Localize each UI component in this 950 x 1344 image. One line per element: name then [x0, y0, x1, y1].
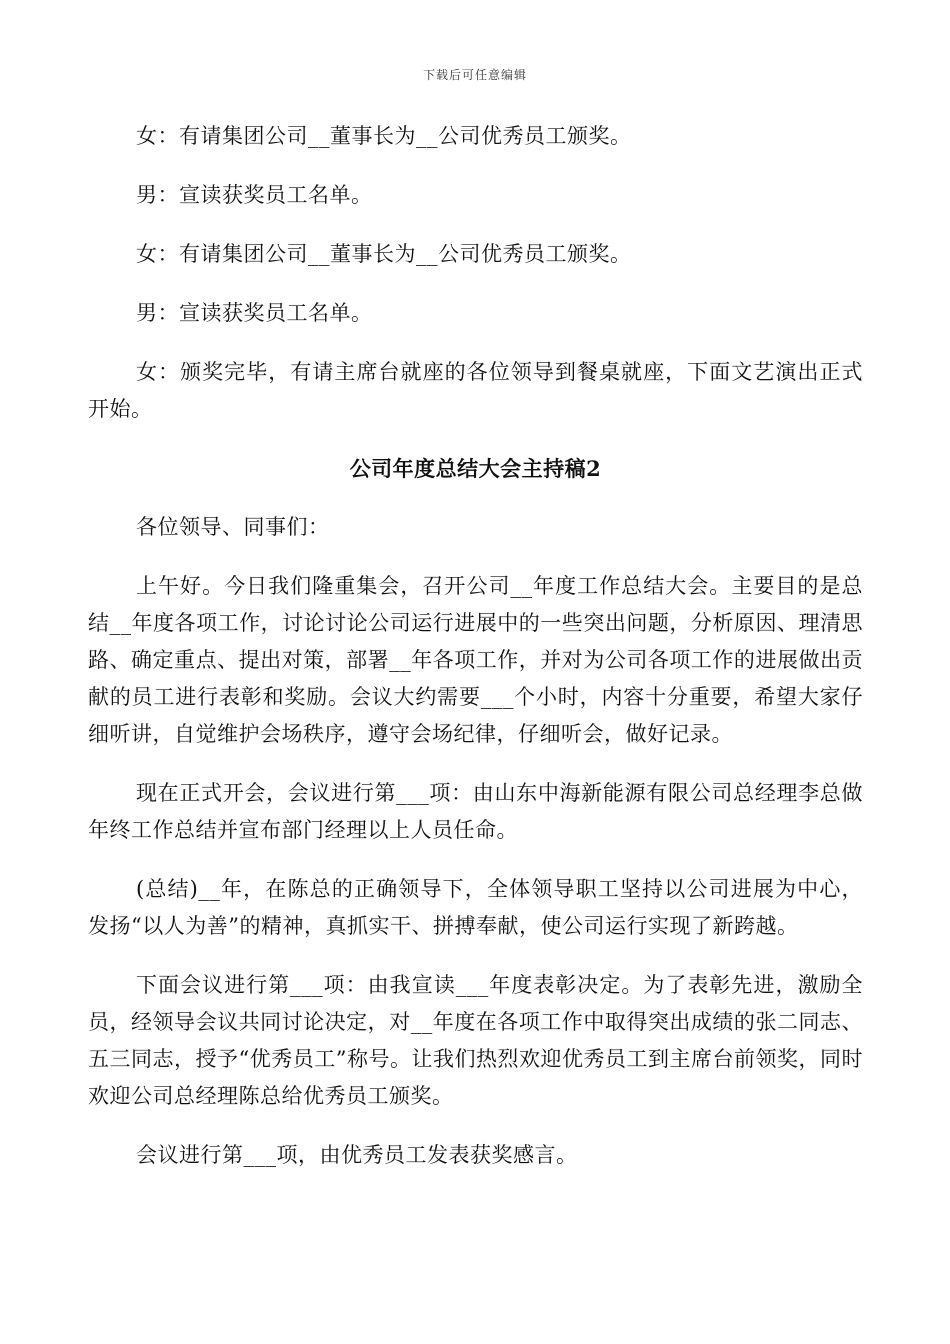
section-title: 公司年度总结大会主持稿2 — [349, 456, 602, 481]
paragraph-opening: 上午好。今日我们隆重集会，召开公司__年度工作总结大会。主要目的是总结__年度各项工作，讨论讨论公司运行进展中的一些突出问题，分析原因、理清思路、确定重点、提出对策，部署__年各项工作，并对为公司各项工作的进展做出贡献的员工进行表彰和奖励。会议大约需要___个小时，内容十分重要，希望大家仔细听讲，自觉维护会场秩序，遵守会场纪律，仔细听会，做好记录。 — [88, 574, 863, 746]
paragraph-greeting: 各位领导、同事们： — [136, 515, 330, 539]
paragraph-female-award-1: 女：有请集团公司__董事长为__公司优秀员工颁奖。 — [136, 124, 632, 148]
paragraph-male-read-list-2: 男：宣读获奖员工名单。 — [136, 301, 373, 325]
paragraph-agenda-summary: 现在正式开会，会议进行第___项：由山东中海新能源有限公司总经理李总做年终工作总结并宣布部门经理以上人员任命。 — [88, 781, 863, 842]
paragraph-male-read-list-1: 男：宣读获奖员工名单。 — [136, 183, 373, 207]
paragraph-summary-note: (总结)__年，在陈总的正确领导下，全体领导职工坚持以公司进展为中心，发扬“以人为善”的精神，真抓实干、拼搏奉献，使公司运行实现了新跨越。 — [88, 877, 863, 938]
page-header-note: 下载后可任意编辑 — [422, 68, 527, 82]
document-body — [88, 118, 863, 1196]
paragraph-commendation: 下面会议进行第___项：由我宣读___年度表彰决定。为了表彰先进，激励全员，经领导会议共同讨论决定，对__年度在各项工作中取得突出成绩的张二同志、五三同志，授予“优秀员工”称号。让我们热烈欢迎优秀员工到主席台前领奖，同时欢迎公司总经理陈总给优秀员工颁奖。 — [88, 973, 863, 1108]
paragraph-female-award-complete: 女：颁奖完毕，有请主席台就座的各位领导到餐桌就座，下面文艺演出正式开始。 — [88, 360, 863, 421]
paragraph-female-award-2: 女：有请集团公司__董事长为__公司优秀员工颁奖。 — [136, 242, 632, 266]
paragraph-acceptance-speech: 会议进行第___项，由优秀员工发表获奖感言。 — [136, 1143, 578, 1167]
